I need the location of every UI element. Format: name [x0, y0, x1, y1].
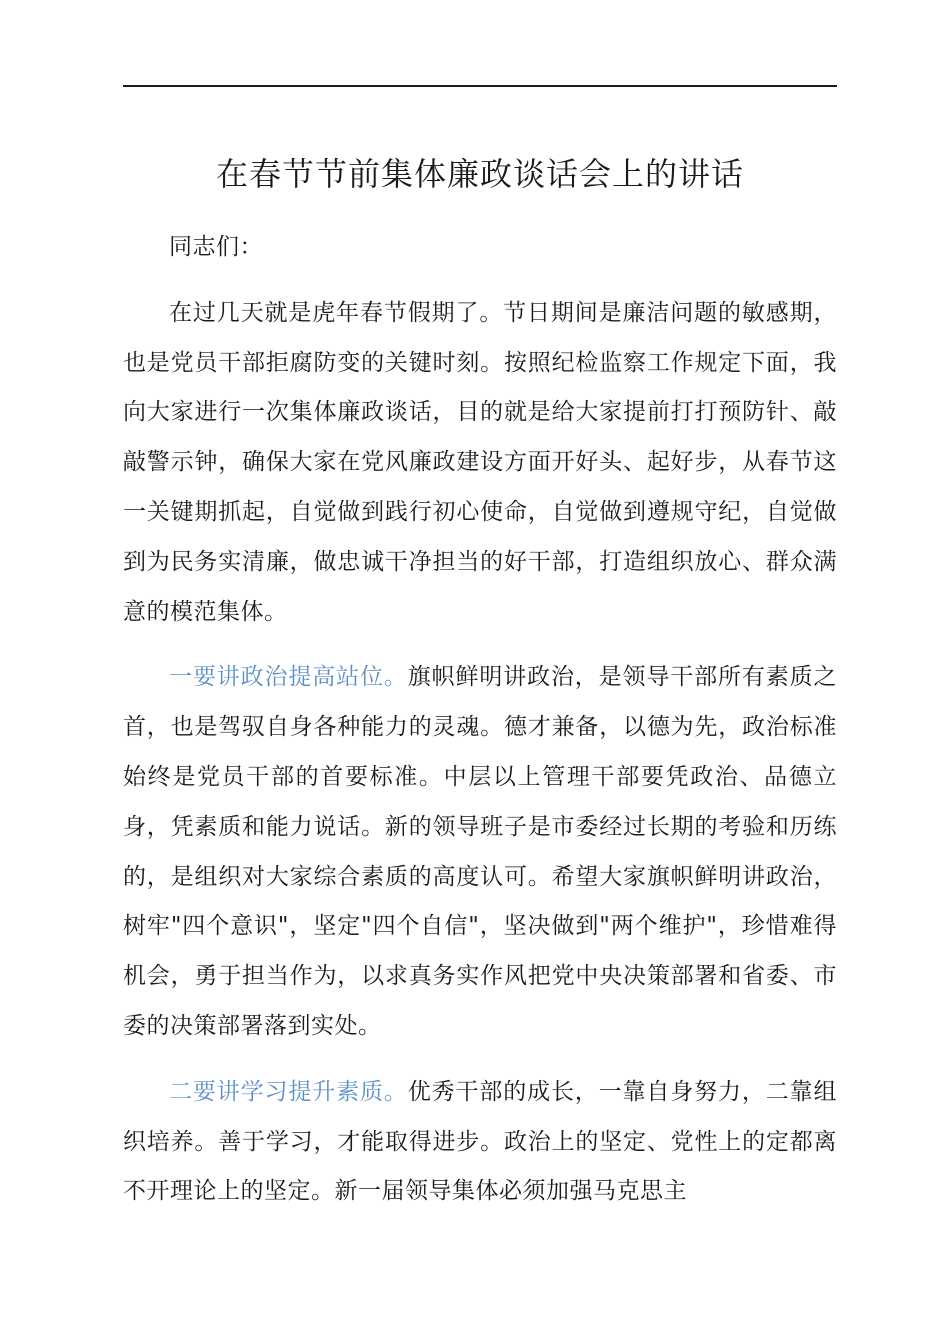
section-heading-2: 二要讲学习提升素质。 [169, 1078, 408, 1105]
section-paragraph-1 [123, 653, 837, 1051]
greeting: 同志们： [169, 234, 263, 260]
section-body-1: 旗帜鲜明讲政治，是领导干部所有素质之首，也是驾驭自身各种能力的灵魂。德才兼备，以德为先，政治标准始终是党员干部的首要标准。中层以上管理干部要凭政治、品德立身，凭素质和能力说话。新的领导班子是市委经过长期的考验和历练的，是组织对大家综合素质的高度认可。希望大家旗帜鲜明讲政治，树牢"四个意识"，坚定"四个自信"，坚决做到"两个维护"，珍惜难得机会，勇于担当作为，以求真务实作风把党中央决策部署和省委、市委的决策部署落到实处。 [123, 664, 838, 1039]
section-heading-1: 一要讲政治提高站位。 [169, 664, 408, 691]
intro-paragraph: 在过几天就是虎年春节假期了。节日期间是廉洁问题的敏感期，也是党员干部拒腐防变的关键时刻。按照纪检监察工作规定下面，我向大家进行一次集体廉政谈话，目的就是给大家提前打打预防针、敲敲警示钟，确保大家在党风廉政建设方面开好头、起好步，从春节这一关键期抓起，自觉做到践行初心使命，自觉做到遵规守纪，自觉做到为民务实清廉，做忠诚干净担当的好干部，打造组织放心、群众满意的模范集体。 [123, 299, 837, 625]
section-body-2: 优秀干部的成长，一靠自身努力，二靠组织培养。善于学习，才能取得进步。政治上的坚定、党性上的定都离不开理论上的坚定。新一届领导集体必须加强马克思主 [123, 1078, 838, 1205]
document-body [123, 223, 837, 1217]
header-rule [123, 85, 837, 87]
section-paragraph-2 [123, 1068, 837, 1217]
document-title: 在春节节前集体廉政谈话会上的讲话 [215, 155, 744, 193]
